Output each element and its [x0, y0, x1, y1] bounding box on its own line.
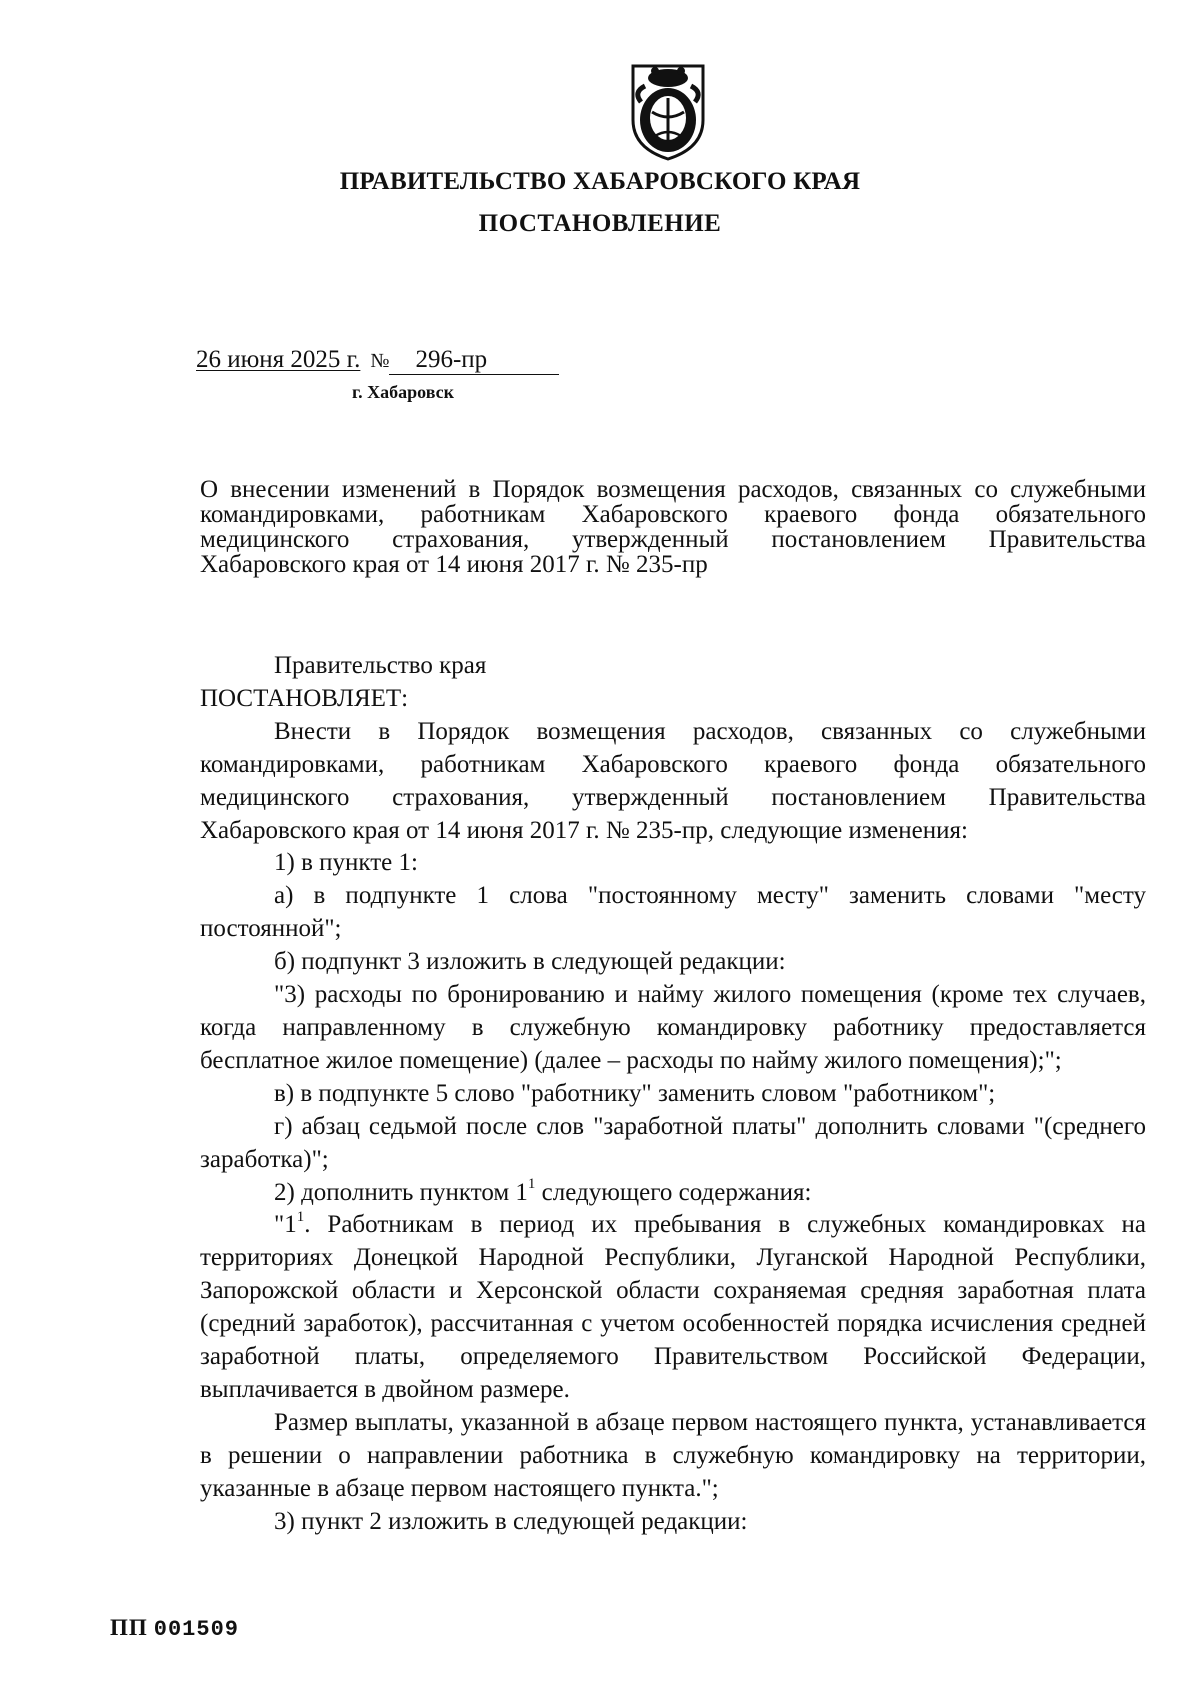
document-number: 296-пр — [389, 346, 559, 375]
paragraph: Размер выплаты, указанной в абзаце первом настоящего пункта, устанавливается в решении о направлении работника в служебную командировку на территории, указанные в абзаце первом настоящего пункта."; — [200, 1408, 1146, 1502]
paragraph: а) в подпункте 1 слова "постоянному месту" заменить словами "месту постоянной"; — [200, 882, 1146, 943]
document-subject: О внесении изменений в Порядок возмещения расходов, связанных со служебными командировками, работникам Хабаровского краевого фонда обязательного медицинского страхования, утвержденный постановлением Правительства Хабаровского края от 14 июня 2017 г. № 235-пр — [200, 476, 1146, 578]
paragraph-text: следующего содержания: — [535, 1178, 812, 1206]
paragraph: г) абзац седьмой после слов "заработной платы" дополнить словами "(среднего заработка)"; — [200, 1112, 1146, 1173]
number-sign: № — [370, 350, 390, 372]
document-date: 26 июня 2025 г. — [196, 346, 361, 373]
paragraph: б) подпункт 3 изложить в следующей редакции: — [274, 948, 786, 976]
paragraph-text: "1 — [274, 1211, 297, 1239]
paragraph-text: . Работникам в период их пребывания в служебных командировках на территориях Донецкой Народной Республики, Луганской Народной Республики, Запорожской области и Херсонской области сохраняемая средняя заработная плата (средний заработок), рассчитанная с учетом особенностей порядка исчисления средней заработной платы, определяемого Правительством Российской Федерации, выплачивается в двойном размере. — [200, 1211, 1146, 1403]
paragraph: Правительство края — [274, 652, 487, 679]
paragraph: ПОСТАНОВЛЯЕТ: — [200, 684, 409, 712]
government-title: ПРАВИТЕЛЬСТВО ХАБАРОВСКОГО КРАЯ — [339, 168, 861, 195]
registration-line — [196, 346, 559, 375]
form-serial-number — [110, 1615, 239, 1642]
superscript: 1 — [296, 1209, 305, 1226]
khabarovsk-coat-of-arms-icon — [627, 62, 709, 162]
document-type-title: ПОСТАНОВЛЕНИЕ — [478, 210, 722, 237]
paragraph — [200, 1177, 1146, 1210]
paragraph-text: 2) дополнить пунктом 1 — [274, 1178, 528, 1206]
document-city: г. Хабаровск — [352, 382, 455, 402]
paragraph: "3) расходы по бронированию и найму жилого помещения (кроме тех случаев, когда направленному в служебную командировку работнику предоставляется бесплатное жилое помещение) (далее – расходы по найму жилого помещения);"; — [200, 981, 1146, 1074]
paragraph: Внести в Порядок возмещения расходов, связанных со служебными командировками, работникам Хабаровского краевого фонда обязательного медицинского страхования, утвержденный постановлением Правительства Хабаровского края от 14 июня 2017 г. № 235-пр, следующие изменения: — [200, 717, 1146, 844]
document-body — [200, 650, 1146, 1538]
superscript: 1 — [527, 1176, 536, 1193]
paragraph: 1) в пункте 1: — [274, 849, 418, 877]
paragraph: в) в подпункте 5 слово "работнику" заменить словом "работником"; — [274, 1079, 996, 1107]
paragraph: 3) пункт 2 изложить в следующей редакции: — [274, 1507, 748, 1535]
form-series: ПП — [110, 1615, 148, 1640]
paragraph — [200, 1209, 1146, 1406]
form-serial: 001509 — [153, 1617, 239, 1642]
